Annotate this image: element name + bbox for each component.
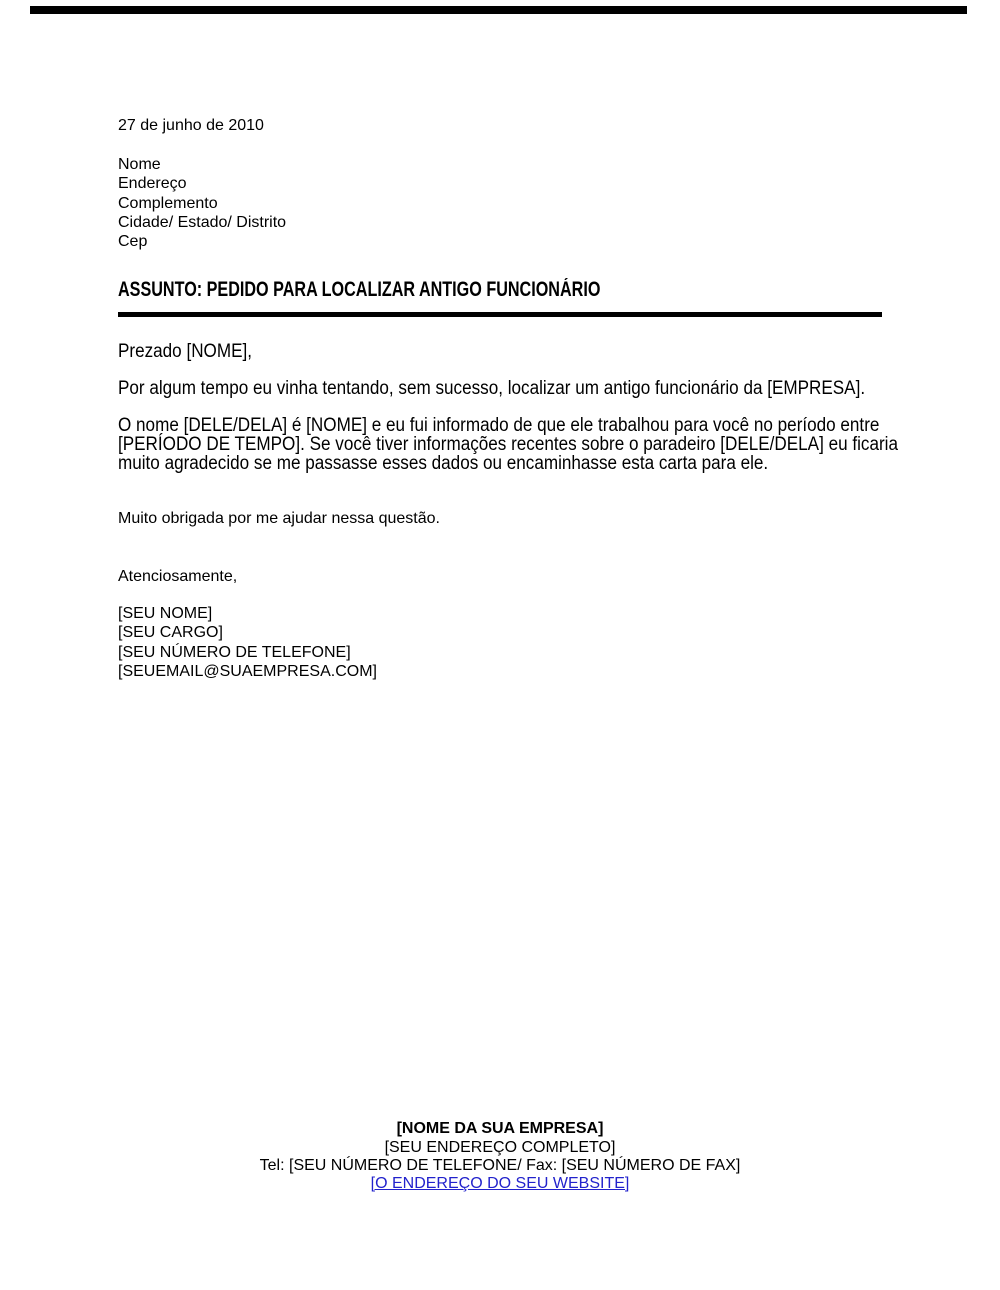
closing-note: Muito obrigada por me ajudar nessa questão.: [118, 510, 440, 527]
body-paragraph-2-line-3: muito agradecido se me passasse esses dados ou encaminhasse esta carta para ele.: [118, 453, 769, 474]
letterhead-top-rule: [30, 6, 967, 14]
signature-block: [118, 604, 377, 681]
greeting-line: Prezado [NOME],: [118, 341, 253, 362]
signature-phone: [SEU NÚMERO DE TELEFONE]: [118, 643, 351, 661]
signature-title: [SEU CARGO]: [118, 624, 223, 642]
signature-name: [SEU NOME]: [118, 605, 213, 622]
letter-date: 27 de junho de 2010: [118, 117, 264, 134]
subject-heading: ASSUNTO: PEDIDO PARA LOCALIZAR ANTIGO FUNCIONÁRIO: [118, 278, 601, 301]
subject-underline-rule: [118, 312, 882, 317]
footer-company-name: [NOME DA SUA EMPRESA]: [396, 1120, 604, 1137]
recipient-zip: Cep: [118, 233, 148, 251]
recipient-city-state-district: Cidade/ Estado/ Distrito: [118, 213, 287, 231]
signoff-line: Atenciosamente,: [118, 568, 238, 585]
footer-website-link[interactable]: [O ENDEREÇO DO SEU WEBSITE]: [370, 1175, 630, 1192]
body-paragraph-1: Por algum tempo eu vinha tentando, sem sucesso, localizar um antigo funcionário da [EMPRESA].: [118, 378, 866, 399]
recipient-address-block: [118, 155, 286, 251]
footer-website-line: [0, 1174, 1000, 1193]
footer-tel-fax: Tel: [SEU NÚMERO DE TELEFONE/ Fax: [SEU NÚMERO DE FAX]: [259, 1157, 741, 1174]
body-paragraph-2-line-2: [PERÍODO DE TEMPO]. Se você tiver informações recentes sobre o paradeiro [DELE/DELA] eu ficaria: [118, 434, 898, 455]
recipient-complement: Complemento: [118, 194, 218, 212]
recipient-name: Nome: [118, 156, 161, 173]
body-paragraph-2-line-1: O nome [DELE/DELA] é [NOME] e eu fui informado de que ele trabalhou para você no período entre: [118, 415, 880, 436]
footer-address: [SEU ENDEREÇO COMPLETO]: [384, 1139, 616, 1156]
recipient-street: Endereço: [118, 175, 187, 193]
signature-email: [SEUEMAIL@SUAEMPRESA.COM]: [118, 662, 377, 680]
body-paragraph-2: [118, 416, 898, 473]
